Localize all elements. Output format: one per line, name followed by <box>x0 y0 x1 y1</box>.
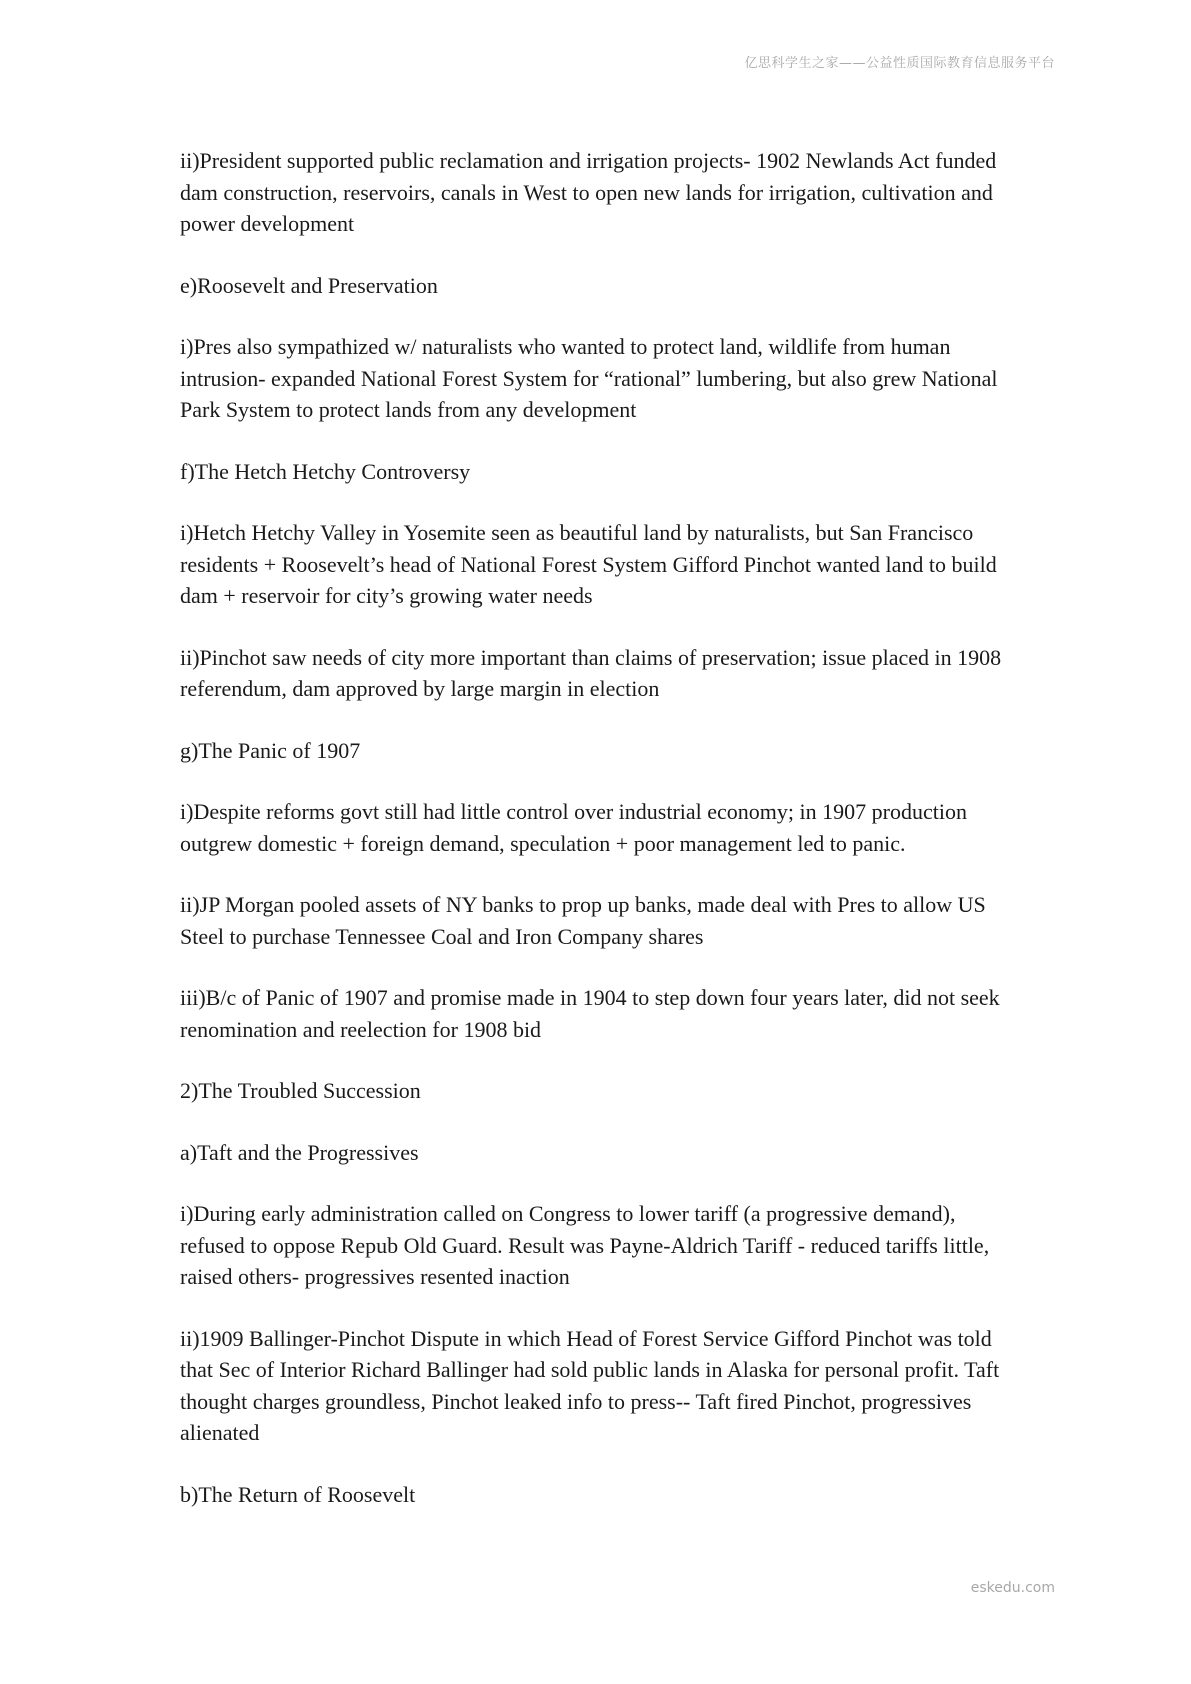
heading-troubled-succession: 2)The Troubled Succession <box>180 1078 421 1103</box>
paragraph-jp-morgan: ii)JP Morgan pooled assets of NY banks to prop up banks, made deal with Pres to allow US Steel to purchase Tennessee Coal and Iron Company shares <box>180 892 986 949</box>
paragraph-hetch-hetchy-valley: i)Hetch Hetchy Valley in Yosemite seen as beautiful land by naturalists, but San Francisco residents + Roosevelt’s head of National Forest System Gifford Pinchot wanted land to build dam + reservoir for city’s growing water needs <box>180 520 997 608</box>
paragraph-newlands-act: ii)President supported public reclamation and irrigation projects- 1902 Newlands Act funded dam construction, reservoirs, canals in West to open new lands for irrigation, cultivation and power development <box>180 148 997 236</box>
document-body <box>180 145 1020 1540</box>
paragraph-pinchot-referendum: ii)Pinchot saw needs of city more important than claims of preservation; issue placed in 1908 referendum, dam approved by large margin in election <box>180 644 1002 701</box>
paragraph-ballinger-pinchot: ii)1909 Ballinger-Pinchot Dispute in which Head of Forest Service Gifford Pinchot was told that Sec of Interior Richard Ballinger had sold public lands in Alaska for personal profit. Taft thought charges groundless, Pinchot leaked info to press-- Taft fired Pinchot, progressives alienated <box>180 1325 1000 1445</box>
paragraph-preservation-details: i)Pres also sympathized w/ naturalists who wanted to protect land, wildlife from human intrusion- expanded National Forest System for “rational” lumbering, but also grew National Park System to protect lands from any development <box>180 334 998 422</box>
paragraph-panic-causes: i)Despite reforms govt still had little control over industrial economy; in 1907 production outgrew domestic + foreign demand, speculation + poor management led to panic. <box>180 799 967 856</box>
heading-panic-1907: g)The Panic of 1907 <box>180 737 361 763</box>
page-header-site-text: 亿思科学生之家——公益性质国际教育信息服务平台 <box>744 56 1055 71</box>
paragraph-no-renomination: iii)B/c of Panic of 1907 and promise made in 1904 to step down four years later, did not seek renomination and reelection for 1908 bid <box>180 985 1000 1042</box>
heading-return-of-roosevelt: b)The Return of Roosevelt <box>180 1481 416 1507</box>
paragraph-payne-aldrich: i)During early administration called on Congress to lower tariff (a progressive demand), refused to oppose Repub Old Guard. Result was Payne-Aldrich Tariff - reduced tariffs little, raised others- progressives resented inaction <box>180 1201 990 1289</box>
heading-hetch-hetchy: f)The Hetch Hetchy Controversy <box>180 458 471 484</box>
heading-taft-progressives: a)Taft and the Progressives <box>180 1139 419 1165</box>
page-footer-domain: eskedu.com <box>970 1580 1055 1596</box>
heading-roosevelt-preservation: e)Roosevelt and Preservation <box>180 272 438 298</box>
